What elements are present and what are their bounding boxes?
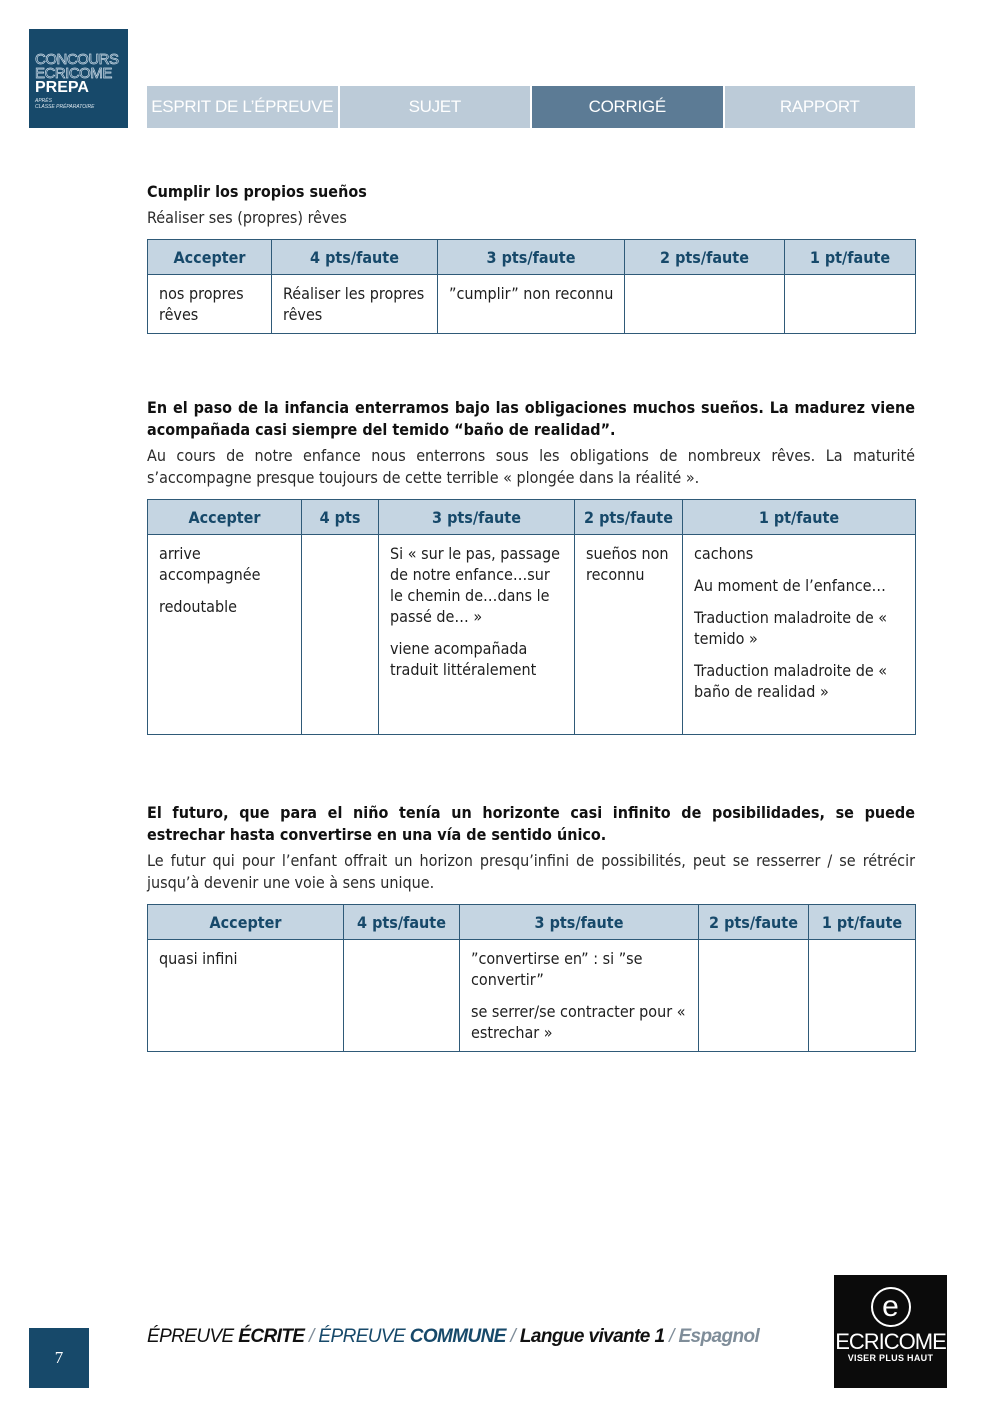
cell-2pts	[699, 940, 809, 1052]
cell-1pt	[785, 275, 916, 334]
cell-entry: quasi infini	[159, 949, 238, 968]
ecricome-e-icon: e	[871, 1287, 911, 1327]
logo-line-concours: CONCOURS	[35, 51, 119, 68]
cell-3pts	[460, 940, 699, 1052]
cell-entry: sueños non reconnu	[586, 544, 669, 584]
footer-separator: /	[664, 1326, 679, 1347]
col-header-4pts: 4 pts/faute	[344, 905, 460, 940]
cell-entry: se serrer/se contracter pour « estrechar »	[471, 1002, 686, 1042]
cell-accepter	[148, 535, 302, 735]
tab-corrige[interactable]: CORRIGÉ	[532, 86, 723, 128]
cell-entry: cachons	[694, 544, 754, 563]
col-header-2pts: 2 pts/faute	[699, 905, 809, 940]
french-translation: Au cours de notre enfance nous enterrons sous les obligations de nombreux rêves. La maturité s’accompagne presque toujours de cette terrible « plongée dans la réalité ».	[147, 446, 915, 487]
correction-section-3	[147, 802, 915, 1052]
french-translation: Réaliser ses (propres) rêves	[147, 208, 347, 227]
footer-langue: Langue vivante 1	[519, 1326, 665, 1347]
section-tabs	[147, 86, 915, 128]
cell-1pt	[683, 535, 916, 735]
col-header-accepter: Accepter	[148, 500, 302, 535]
logo-line-ecricome: ECRICOME	[35, 65, 112, 82]
footer-espagnol: Espagnol	[678, 1326, 760, 1347]
french-translation: Le futur qui pour l’enfant offrait un horizon presqu’infini de possibilités, peut se resserrer / se rétrécir jusqu’à devenir une voie à sens unique.	[147, 851, 915, 892]
cell-3pts	[379, 535, 575, 735]
footer-separator: /	[304, 1326, 319, 1347]
footer-title	[147, 1326, 759, 1348]
spanish-sentence: El futuro, que para el niño tenía un horizonte casi infinito de posibilidades, se puede estrechar hasta convertirse en una vía de sentido único.	[147, 803, 915, 844]
brand-tagline: VISER PLUS HAUT	[847, 1353, 934, 1363]
cell-entry: Traduction maladroite de « temido »	[694, 608, 888, 648]
col-header-accepter: Accepter	[148, 905, 344, 940]
cell-entry: ”convertirse en” : si ”se convertir”	[471, 949, 643, 989]
cell-2pts	[575, 535, 683, 735]
tab-sujet[interactable]: SUJET	[340, 86, 531, 128]
cell-accepter	[148, 275, 272, 334]
cell-entry: nos propres rêves	[159, 284, 244, 324]
spanish-sentence: En el paso de la infancia enterramos bajo las obligaciones muchos sueños. La madurez viene acompañada casi siempre del temido “baño de realidad”.	[147, 398, 915, 439]
concours-logo	[29, 29, 128, 128]
footer-separator: /	[505, 1326, 520, 1347]
col-header-4pts: 4 pts/faute	[272, 240, 438, 275]
page-number: 7	[29, 1328, 89, 1388]
logo-line-classe: CLASSE PRÉPARATOIRE	[35, 104, 95, 110]
spanish-sentence: Cumplir los propios sueños	[147, 182, 367, 201]
col-header-1pt: 1 pt/faute	[785, 240, 916, 275]
footer-epreuve: ÉPREUVE	[147, 1326, 239, 1347]
grading-table	[147, 904, 916, 1052]
cell-4pts	[272, 275, 438, 334]
col-header-1pt: 1 pt/faute	[683, 500, 916, 535]
footer-commune: COMMUNE	[409, 1326, 506, 1347]
cell-entry: Au moment de l’enfance…	[694, 576, 886, 595]
col-header-2pts: 2 pts/faute	[575, 500, 683, 535]
cell-entry: Réaliser les propres rêves	[283, 284, 425, 324]
cell-accepter	[148, 940, 344, 1052]
footer-ecrite: ÉCRITE	[238, 1326, 305, 1347]
grading-table	[147, 239, 916, 334]
cell-entry: arrive accompagnée	[159, 544, 261, 584]
col-header-1pt: 1 pt/faute	[809, 905, 916, 940]
correction-section-2	[147, 397, 915, 735]
footer-epreuve-2: ÉPREUVE	[318, 1326, 410, 1347]
cell-2pts	[625, 275, 785, 334]
grading-table	[147, 499, 916, 735]
cell-entry: ”cumplir” non reconnu	[449, 284, 614, 303]
col-header-4pts: 4 pts	[302, 500, 379, 535]
ecricome-brand-logo	[834, 1275, 947, 1388]
col-header-accepter: Accepter	[148, 240, 272, 275]
col-header-2pts: 2 pts/faute	[625, 240, 785, 275]
brand-name: ECRICOME	[835, 1329, 946, 1354]
cell-entry: Traduction maladroite de « baño de realidad »	[694, 661, 888, 701]
cell-4pts	[302, 535, 379, 735]
col-header-3pts: 3 pts/faute	[438, 240, 625, 275]
logo-line-apres: APRÈS	[35, 98, 52, 104]
cell-entry: Si « sur le pas, passage de notre enfance…sur le chemin de…dans le passé de… »	[390, 544, 561, 626]
col-header-3pts: 3 pts/faute	[460, 905, 699, 940]
cell-entry: viene acompañada traduit littéralement	[390, 639, 537, 679]
cell-4pts	[344, 940, 460, 1052]
cell-3pts	[438, 275, 625, 334]
cell-1pt	[809, 940, 916, 1052]
tab-rapport[interactable]: RAPPORT	[725, 86, 916, 128]
cell-entry: redoutable	[159, 597, 237, 616]
col-header-3pts: 3 pts/faute	[379, 500, 575, 535]
tab-esprit[interactable]: ESPRIT DE L’ÉPREUVE	[147, 86, 338, 128]
logo-line-prepa: PREPA	[35, 79, 89, 96]
correction-section-1	[147, 181, 915, 334]
